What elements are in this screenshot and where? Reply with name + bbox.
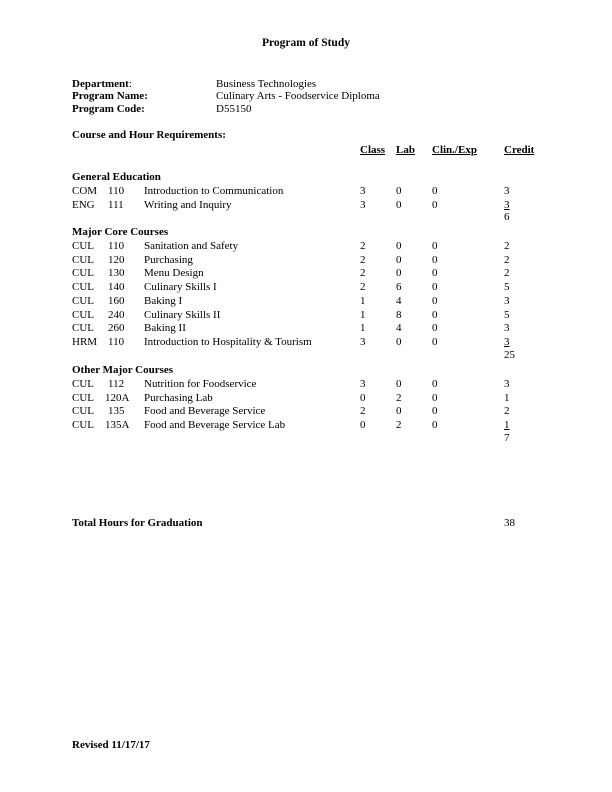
course-title: Sanitation and Safety [144,239,239,252]
course-number: 110 [108,239,125,252]
course-title: Introduction to Communication [144,184,284,197]
course-number: 240 [108,308,125,321]
course-row [0,378,612,392]
course-number: 110 [108,336,125,348]
course-clin-hours: 0 [432,198,438,211]
course-lab-hours: 0 [396,253,402,266]
course-row [0,309,612,323]
course-class-hours: 2 [360,405,366,418]
course-lab-hours: 2 [396,419,402,431]
course-dept: CUL [72,281,94,293]
course-title: Purchasing [144,253,193,266]
course-row [0,254,612,268]
course-class-hours: 2 [360,239,366,252]
course-dept: CUL [72,239,94,252]
section-subtotal: 6 [504,211,510,224]
course-lab-hours: 0 [396,377,402,390]
course-number: 120A [105,391,130,404]
course-number: 111 [108,198,124,211]
column-header-clin: Clin./Exp [432,144,477,156]
course-class-hours: 3 [360,377,366,390]
course-row [0,419,612,433]
column-header-credit: Credit [504,144,535,156]
course-clin-hours: 0 [432,184,438,197]
section-heading: Major Core Courses [72,226,169,238]
section-heading: Other Major Courses [72,364,174,376]
course-credit: 2 [504,239,510,252]
course-number: 120 [108,253,125,266]
course-dept: CUL [72,308,94,321]
course-clin-hours: 0 [432,267,438,280]
course-clin-hours: 0 [432,419,438,431]
course-class-hours: 0 [360,419,366,431]
course-credit: 3 [504,184,510,197]
course-clin-hours: 0 [432,294,438,307]
course-row [0,240,612,254]
course-class-hours: 1 [360,322,366,335]
course-clin-hours: 0 [432,391,438,404]
course-clin-hours: 0 [432,336,438,348]
course-credit: 1 [504,419,510,431]
revised-date: Revised 11/17/17 [72,739,150,751]
course-title: Purchasing Lab [144,391,213,404]
course-dept: CUL [72,267,94,280]
course-title: Writing and Inquiry [144,198,232,211]
course-title: Baking I [144,294,183,307]
course-title: Nutrition for Foodservice [144,377,257,390]
course-class-hours: 2 [360,253,366,266]
course-dept: COM [72,184,98,197]
course-row [0,281,612,295]
course-number: 160 [108,294,125,307]
course-lab-hours: 2 [396,391,402,404]
course-row [0,322,612,336]
course-class-hours: 2 [360,267,366,280]
course-number: 260 [108,322,125,335]
course-class-hours: 1 [360,294,366,307]
course-row [0,392,612,406]
course-title: Culinary Skills II [144,308,221,321]
course-clin-hours: 0 [432,377,438,390]
program-name-value: Culinary Arts - Foodservice Diploma [216,90,380,102]
course-dept: HRM [72,336,98,348]
course-dept: CUL [72,419,94,431]
course-clin-hours: 0 [432,308,438,321]
program-code-label: Program Code: [72,103,145,115]
course-credit: 2 [504,405,510,418]
course-dept: CUL [72,377,94,390]
course-title: Food and Beverage Service Lab [144,419,286,431]
course-class-hours: 3 [360,184,366,197]
course-title: Baking II [144,322,186,335]
requirements-heading: Course and Hour Requirements: [72,129,226,141]
course-dept: CUL [72,405,94,418]
program-name-label: Program Name: [72,90,148,102]
course-dept: CUL [72,294,94,307]
course-class-hours: 3 [360,198,366,211]
course-row [0,405,612,419]
column-header-class: Class [360,144,386,156]
course-lab-hours: 0 [396,239,402,252]
course-title: Menu Design [144,267,204,280]
course-credit: 3 [504,377,510,390]
course-row [0,199,612,213]
course-clin-hours: 0 [432,322,438,335]
course-clin-hours: 0 [432,253,438,266]
course-number: 110 [108,184,125,197]
course-dept: CUL [72,322,94,335]
page-title: Program of Study [262,37,350,49]
course-number: 135A [105,419,130,431]
total-hours-value: 38 [504,517,515,529]
section-subtotal: 25 [504,348,515,361]
course-class-hours: 3 [360,336,366,348]
course-lab-hours: 0 [396,405,402,418]
course-lab-hours: 0 [396,336,402,348]
course-credit: 2 [504,267,510,280]
course-class-hours: 1 [360,308,366,321]
column-header-lab: Lab [396,144,415,156]
course-lab-hours: 4 [396,294,402,307]
course-lab-hours: 0 [396,198,402,211]
department-value: Business Technologies [216,78,317,90]
course-class-hours: 0 [360,391,366,404]
course-credit: 5 [504,281,510,293]
course-row [0,295,612,309]
total-hours-label: Total Hours for Graduation [72,517,203,529]
section-subtotal: 7 [504,431,510,444]
course-lab-hours: 8 [396,308,402,321]
course-lab-hours: 6 [396,281,402,293]
course-credit: 3 [504,336,510,348]
course-dept: CUL [72,391,94,404]
course-credit: 3 [504,294,510,307]
course-clin-hours: 0 [432,281,438,293]
course-credit: 1 [504,391,510,404]
section-heading: General Education [72,171,161,183]
course-number: 130 [108,267,125,280]
course-credit: 3 [504,198,510,211]
course-dept: CUL [72,253,94,266]
course-lab-hours: 0 [396,184,402,197]
course-clin-hours: 0 [432,405,438,418]
course-class-hours: 2 [360,281,366,293]
department-label: Department: [72,78,132,90]
course-row [0,185,612,199]
course-row [0,267,612,281]
course-credit: 5 [504,308,510,321]
course-lab-hours: 0 [396,267,402,280]
course-dept: ENG [72,198,95,211]
course-credit: 2 [504,253,510,266]
course-number: 140 [108,281,125,293]
course-number: 135 [108,405,125,418]
course-title: Introduction to Hospitality & Tourism [144,336,312,348]
course-number: 112 [108,377,125,390]
course-title: Culinary Skills I [144,281,217,293]
course-clin-hours: 0 [432,239,438,252]
course-lab-hours: 4 [396,322,402,335]
program-code-value: D55150 [216,103,252,115]
course-title: Food and Beverage Service [144,405,266,418]
course-row [0,336,612,350]
course-credit: 3 [504,322,510,335]
